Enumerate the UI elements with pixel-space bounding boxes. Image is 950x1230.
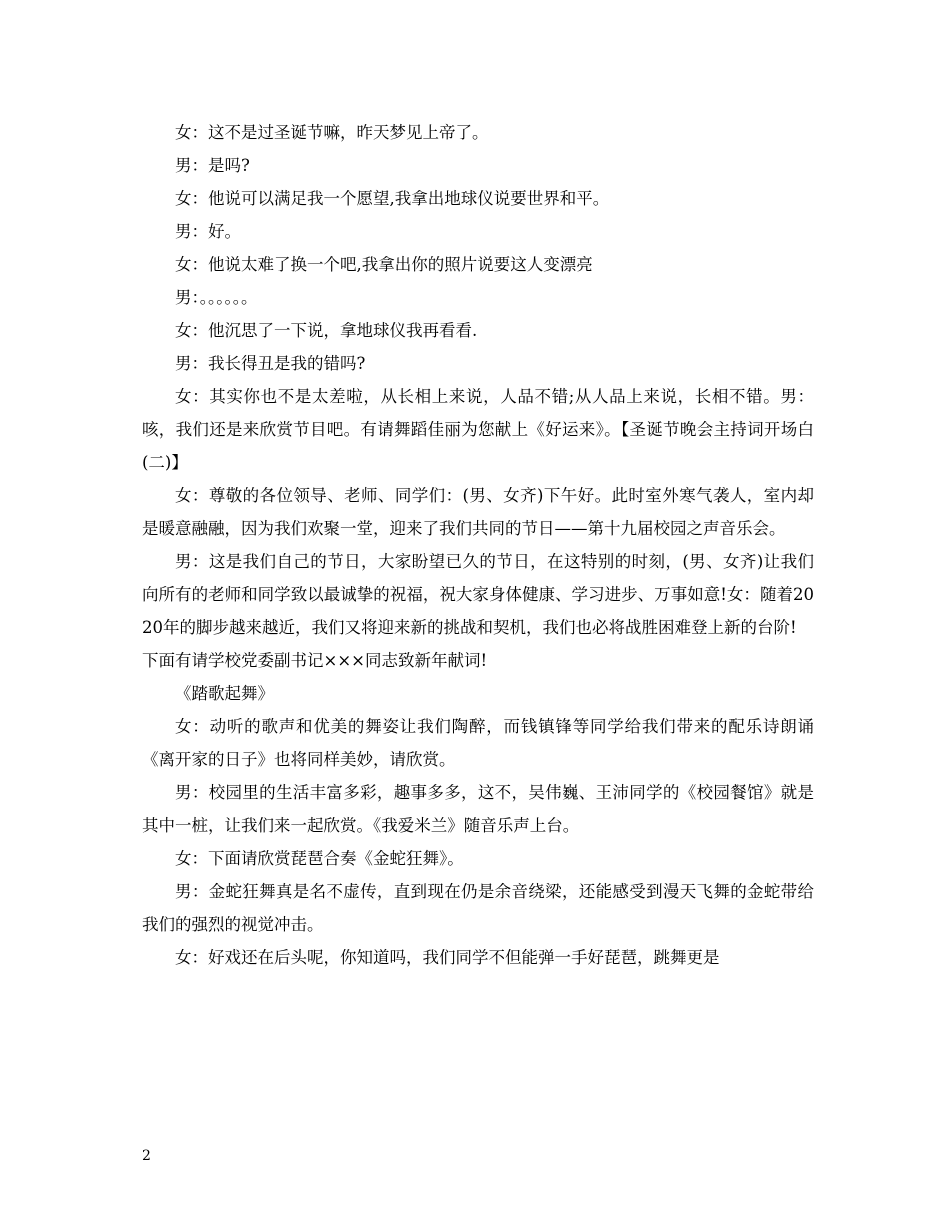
- paragraph: 男：校园里的生活丰富多彩，趣事多多，这不，吴伟巍、王沛同学的《校园餐馆》就是其中一桩，让我们来一起欣赏。《我爱米兰》随音乐声上台。: [142, 783, 814, 835]
- paragraph: 女：下面请欣赏琵琶合奏《金蛇狂舞》。: [175, 849, 464, 868]
- paragraph: 男：这是我们自己的节日，大家盼望已久的节日，在这特别的时刻，(男、女齐)让我们向所有的老师和同学致以最诚挚的祝福，祝大家身体健康、学习进步、万事如意!女：随着2020年的脚步越来越近，我们又将迎来新的挑战和契机，我们也必将战胜困难登上新的台阶!: [142, 552, 814, 637]
- page-number: 2: [142, 1148, 151, 1164]
- document-body: [142, 116, 814, 974]
- paragraph: 男：我长得丑是我的错吗?: [175, 354, 366, 373]
- paragraph: 女：尊敬的各位领导、老师、同学们：(男、女齐)下午好。此时室外寒气袭人，室内却是暖意融融，因为我们欢聚一堂，迎来了我们共同的节日——第十九届校园之声音乐会。: [142, 486, 814, 538]
- paragraph: 女：他沉思了一下说，拿地球仪我再看看.: [175, 321, 478, 340]
- paragraph: 女：动听的歌声和优美的舞姿让我们陶醉，而钱镇锋等同学给我们带来的配乐诗朗诵《离开家的日子》也将同样美妙，请欣赏。: [142, 717, 814, 769]
- paragraph: 《踏歌起舞》: [175, 684, 274, 703]
- paragraph: 男：。。。。。。: [175, 288, 258, 307]
- paragraph: 下面有请学校党委副书记×××同志致新年献词!: [142, 651, 488, 670]
- paragraph: 女：他说可以满足我一个愿望,我拿出地球仪说要世界和平。: [175, 189, 610, 208]
- paragraph: 女：他说太难了换一个吧,我拿出你的照片说要这人变漂亮: [175, 255, 593, 274]
- paragraph: 女：好戏还在后头呢，你知道吗，我们同学不但能弹一手好琵琶，跳舞更是: [175, 948, 720, 967]
- paragraph: 男：是吗?: [175, 156, 250, 175]
- paragraph: 男：好。: [175, 222, 241, 241]
- paragraph: 女：其实你也不是太差啦，从长相上来说，人品不错;从人品上来说，长相不错。男：咳，我们还是来欣赏节目吧。有请舞蹈佳丽为您献上《好运来》。【圣诞节晚会主持词开场白(二)】: [142, 387, 814, 472]
- paragraph: 男：金蛇狂舞真是名不虚传，直到现在仍是余音绕梁，还能感受到漫天飞舞的金蛇带给我们的强烈的视觉冲击。: [142, 882, 814, 934]
- paragraph: 女：这不是过圣诞节嘛，昨天梦见上帝了。: [175, 123, 489, 142]
